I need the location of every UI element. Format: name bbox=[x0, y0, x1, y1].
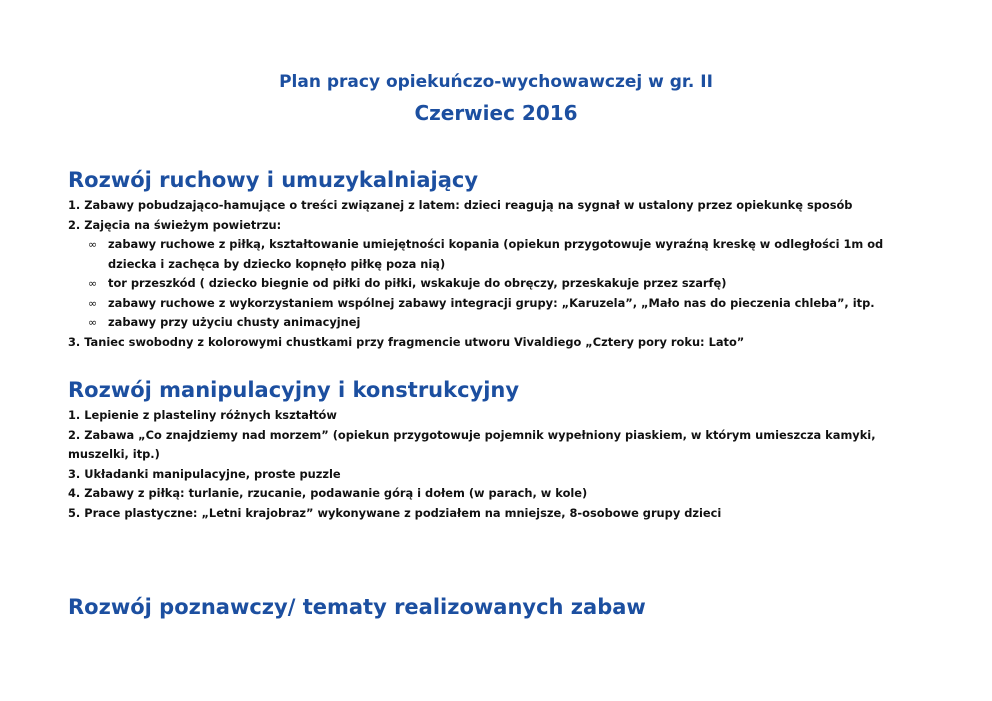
infinity-bullet-icon: ∞ bbox=[88, 316, 98, 329]
bullet-text: zabawy ruchowe z wykorzystaniem wspólnej zabawy integracji grupy: „Karuzela”, „Mało nas do pieczenia chleba”, itp. bbox=[108, 295, 875, 310]
list-item: 3. Układanki manipulacyjne, proste puzzle bbox=[68, 466, 341, 481]
document-title bbox=[0, 70, 992, 128]
title-line-2: Czerwiec 2016 bbox=[414, 101, 578, 125]
infinity-bullet-icon: ∞ bbox=[88, 238, 98, 251]
bullet-item bbox=[68, 313, 930, 333]
infinity-bullet-icon: ∞ bbox=[88, 296, 98, 310]
list-item: 3. Taniec swobodny z kolorowymi chustkami przy fragmencie utworu Vivaldiego „Cztery pory roku: Lato” bbox=[68, 334, 745, 349]
list-item: 4. Zabawy z piłką: turlanie, rzucanie, podawanie górą i dołem (w parach, w kole) bbox=[68, 486, 588, 500]
bullet-item bbox=[68, 294, 930, 314]
section-heading-poznawczy: Rozwój poznawczy/ tematy realizowanych zabaw bbox=[68, 595, 646, 619]
list-item: 1. Zabawy pobudzająco-hamujące o treści związanej z latem: dzieci reagują na sygnał w ustalony przez opiekunkę sposób bbox=[68, 198, 853, 212]
bullet-text: zabawy przy użyciu chusty animacyjnej bbox=[108, 315, 361, 329]
bullet-text: zabawy ruchowe z piłką, kształtowanie umiejętności kopania (opiekun przygotowuje wyraźną kreskę w odległości 1m od dziecka i zachęca by dziecko kopnęło piłkę poza nią) bbox=[108, 237, 884, 271]
bullet-item bbox=[68, 274, 930, 294]
list-item: 1. Lepienie z plasteliny różnych kształtów bbox=[68, 408, 337, 422]
list-item: 2. Zabawa „Co znajdziemy nad morzem” (opiekun przygotowuje pojemnik wypełniony piaskiem, w którym umieszcza kamyki, muszelki, itp.) bbox=[68, 427, 876, 461]
list-item: 2. Zajęcia na świeżym powietrzu: bbox=[68, 217, 282, 232]
section-body-ruchowy bbox=[68, 196, 930, 352]
section-heading-ruchowy: Rozwój ruchowy i umuzykalniający bbox=[68, 168, 479, 192]
bullet-text: tor przeszkód ( dziecko biegnie od piłki do piłki, wskakuje do obręczy, przeskakuje przez szarfę) bbox=[108, 276, 727, 290]
section-heading-manipulacyjny: Rozwój manipulacyjny i konstrukcyjny bbox=[68, 378, 520, 402]
bullet-item bbox=[68, 235, 930, 274]
title-line-1: Plan pracy opiekuńczo-wychowawczej w gr. II bbox=[279, 72, 713, 92]
section-body-manipulacyjny bbox=[68, 406, 930, 523]
infinity-bullet-icon: ∞ bbox=[88, 277, 98, 290]
list-item: 5. Prace plastyczne: „Letni krajobraz” wykonywane z podziałem na mniejsze, 8-osobowe grupy dzieci bbox=[68, 505, 722, 520]
